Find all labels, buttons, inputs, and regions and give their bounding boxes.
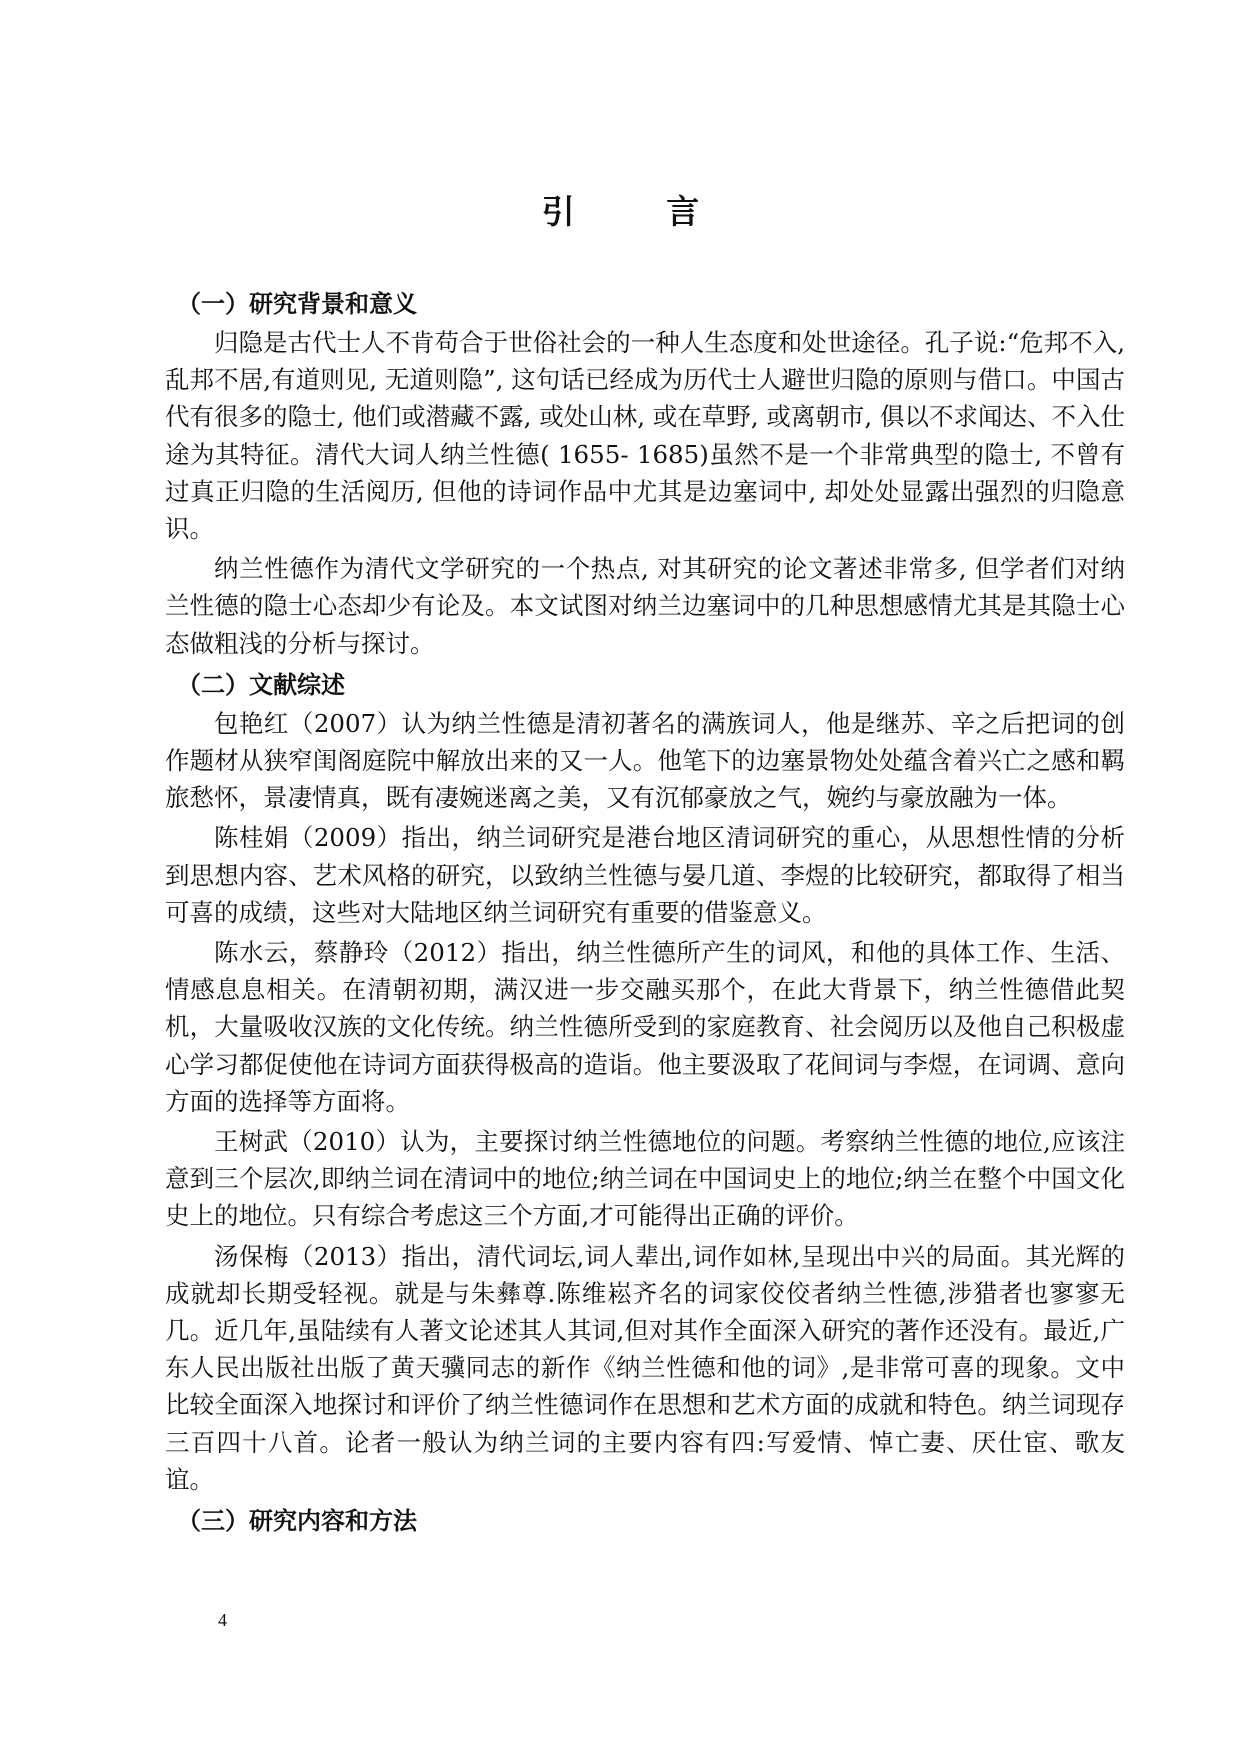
body-content: [165, 284, 1125, 1541]
section-heading: （一）研究背景和意义: [177, 290, 417, 318]
page-number: 4: [218, 1610, 227, 1630]
paragraph: 归隐是古代士人不肯苟合于世俗社会的一种人生态度和处世途径。孔子说:“危邦不入,乱邦不居,有道则见, 无道则隐”, 这句话已经成为历代士人避世归隐的原则与借口。中国古代有很多的隐士, 他们或潜藏不露, 或处山林, 或在草野, 或离朝市, 俱以不求闻达、不入仕途为其特征。清代大词人纳兰性德( 1655- 1685)虽然不是一个非常典型的隐士, 不曾有过真正归隐的生活阅历, 但他的诗词作品中尤其是边塞词中, 却处处显露出强烈的归隐意识。: [165, 328, 1125, 544]
section-heading: （二）文献综述: [177, 670, 345, 699]
section-methods: [165, 1501, 1125, 1541]
page-title: 引 言: [541, 192, 740, 231]
section-heading: （三）研究内容和方法: [177, 1507, 417, 1536]
section-literature-review: [165, 665, 1125, 1498]
paragraph: 汤保梅（2013）指出，清代词坛,词人辈出,词作如林,呈现出中兴的局面。其光辉的成就却长期受轻视。就是与朱彝尊.陈维崧齐名的词家佼佼者纳兰性德,涉猎者也寥寥无几。近几年,虽陆续有人著文论述其人其词,但对其作全面深入研究的著作还没有。最近,广东人民出版社出版了黄天骥同志的新作《纳兰性德和他的词》,是非常可喜的现象。文中比较全面深入地探讨和评价了纳兰性德词作在思想和艺术方面的成就和特色。纳兰词现存三百四十八首。论者一般认为纳兰词的主要内容有四:写爱情、悼亡妻、厌仕宦、歌友谊。: [165, 1241, 1125, 1494]
paragraph: 陈桂娟（2009）指出，纳兰词研究是港台地区清词研究的重心，从思想性情的分析到思想内容、艺术风格的研究，以致纳兰性德与晏几道、李煜的比较研究，都取得了相当可喜的成绩，这些对大陆地区纳兰词研究有重要的借鉴意义。: [165, 823, 1125, 927]
section-background: [165, 284, 1125, 662]
paragraph: 包艳红（2007）认为纳兰性德是清初著名的满族词人，他是继苏、辛之后把词的创作题材从狭窄闺阁庭院中解放出来的又一人。他笔下的边塞景物处处蕴含着兴亡之感和羁旅愁怀，景凄情真，既有凄婉迷离之美，又有沉郁豪放之气，婉约与豪放融为一体。: [165, 708, 1125, 813]
paragraph: 纳兰性德作为清代文学研究的一个热点, 对其研究的论文著述非常多, 但学者们对纳兰性德的隐士心态却少有论及。本文试图对纳兰边塞词中的几种思想感情尤其是其隐士心态做粗浅的分析与探讨。: [165, 554, 1125, 658]
paragraph: 陈水云，蔡静玲（2012）指出，纳兰性德所产生的词风，和他的具体工作、生活、情感息息相关。在清朝初期，满汉进一步交融买那个，在此大背景下，纳兰性德借此契机，大量吸收汉族的文化传统。纳兰性德所受到的家庭教育、社会阅历以及他自己积极虚心学习都促使他在诗词方面获得极高的造诣。他主要汲取了花间词与李煜，在词调、意向方面的选择等方面将。: [165, 938, 1125, 1116]
paragraph: 王树武（2010）认为，主要探讨纳兰性德地位的问题。考察纳兰性德的地位,应该注意到三个层次,即纳兰词在清词中的地位;纳兰词在中国词史上的地位;纳兰在整个中国文化史上的地位。只有综合考虑这三个方面,才可能得出正确的评价。: [165, 1127, 1125, 1231]
